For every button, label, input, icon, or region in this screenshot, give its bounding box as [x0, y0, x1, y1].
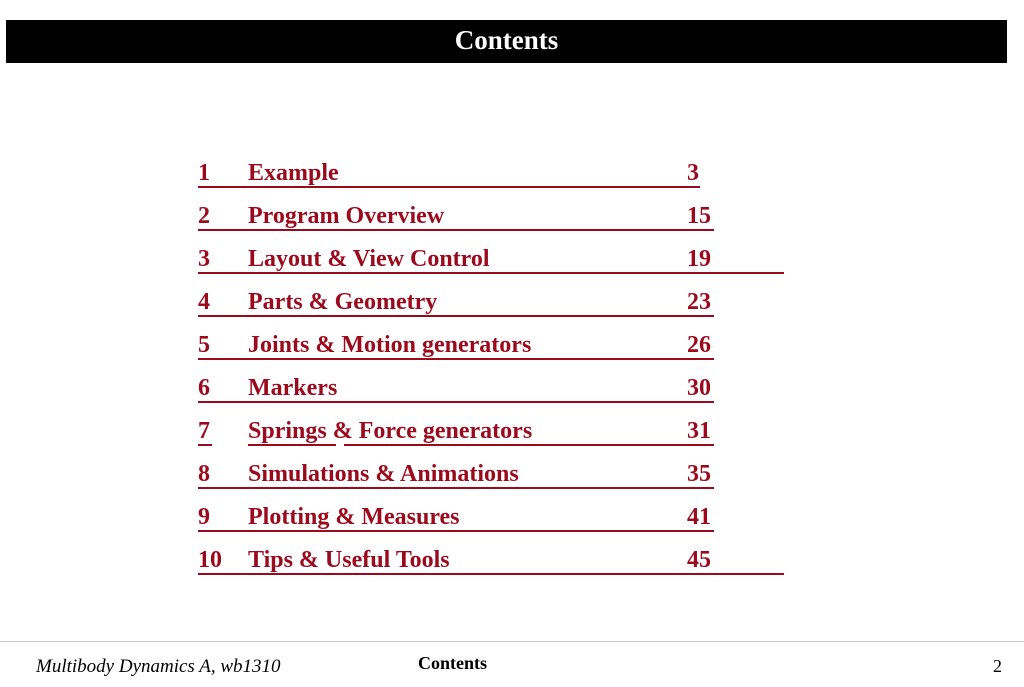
- title-bar: [6, 20, 1007, 63]
- toc-underline: [198, 229, 714, 231]
- toc-entry-number: 4: [198, 289, 210, 315]
- toc-entry[interactable]: [198, 539, 798, 582]
- toc-entry-label: Markers: [248, 375, 338, 401]
- slide-title: Contents: [454, 25, 559, 55]
- toc-entry-number: 9: [198, 504, 210, 530]
- toc-underline: [198, 358, 714, 360]
- toc-entry-label: Springs & Force generators: [248, 418, 533, 444]
- toc-underline: [198, 530, 714, 532]
- toc-underline: [198, 186, 700, 188]
- toc-entry[interactable]: [198, 496, 798, 539]
- toc-entry[interactable]: [198, 324, 798, 367]
- toc-entry-label: Simulations & Animations: [248, 461, 519, 487]
- toc-entry-page: 45: [687, 547, 711, 573]
- toc-entry-page: 23: [687, 289, 711, 315]
- toc-entry-number: 2: [198, 203, 210, 229]
- toc-entry-page: 15: [687, 203, 711, 229]
- toc-entry-label: Joints & Motion generators: [248, 332, 532, 358]
- toc-underline: [344, 444, 714, 446]
- toc-entry[interactable]: [198, 195, 798, 238]
- toc-entry-number: 6: [198, 375, 210, 401]
- toc-entry[interactable]: [198, 410, 798, 453]
- toc-entry-page: 30: [687, 375, 711, 401]
- toc-underline: [198, 573, 784, 575]
- toc-entry-label: Plotting & Measures: [248, 504, 460, 530]
- footer-page-number: 2: [993, 656, 1002, 676]
- toc-underline: [248, 444, 336, 446]
- toc-entry-label: Layout & View Control: [248, 246, 490, 272]
- toc-underline: [198, 272, 784, 274]
- toc-entry-label: Program Overview: [248, 203, 445, 229]
- footer-divider: [0, 641, 1024, 642]
- toc-entry-page: 3: [687, 160, 699, 186]
- toc-entry[interactable]: [198, 281, 798, 324]
- toc-entry[interactable]: [198, 367, 798, 410]
- toc-entry-number: 10: [198, 547, 222, 573]
- toc-entry-number: 5: [198, 332, 210, 358]
- toc-underline: [198, 401, 714, 403]
- toc-underline: [198, 315, 714, 317]
- toc-entry-page: 31: [687, 418, 711, 444]
- toc-entry[interactable]: [198, 238, 798, 281]
- toc-entry-page: 35: [687, 461, 711, 487]
- toc-entry-page: 26: [687, 332, 711, 358]
- toc-entry-number: 8: [198, 461, 210, 487]
- toc-entry-label: Example: [248, 160, 339, 186]
- toc-underline: [198, 444, 212, 446]
- toc-entry-label: Parts & Geometry: [248, 289, 438, 315]
- footer-section-title: Contents: [418, 653, 488, 673]
- table-of-contents: [198, 152, 798, 582]
- toc-entry-label: Tips & Useful Tools: [248, 547, 450, 573]
- toc-entry-page: 41: [687, 504, 711, 530]
- toc-entry-number: 1: [198, 160, 210, 186]
- toc-underline: [198, 487, 714, 489]
- footer-course-name: Multibody Dynamics A, wb1310: [36, 656, 281, 677]
- toc-entry[interactable]: [198, 453, 798, 496]
- toc-entry-number: 7: [198, 418, 210, 444]
- toc-entry-number: 3: [198, 246, 210, 272]
- toc-entry[interactable]: [198, 152, 798, 195]
- toc-entry-page: 19: [687, 246, 711, 272]
